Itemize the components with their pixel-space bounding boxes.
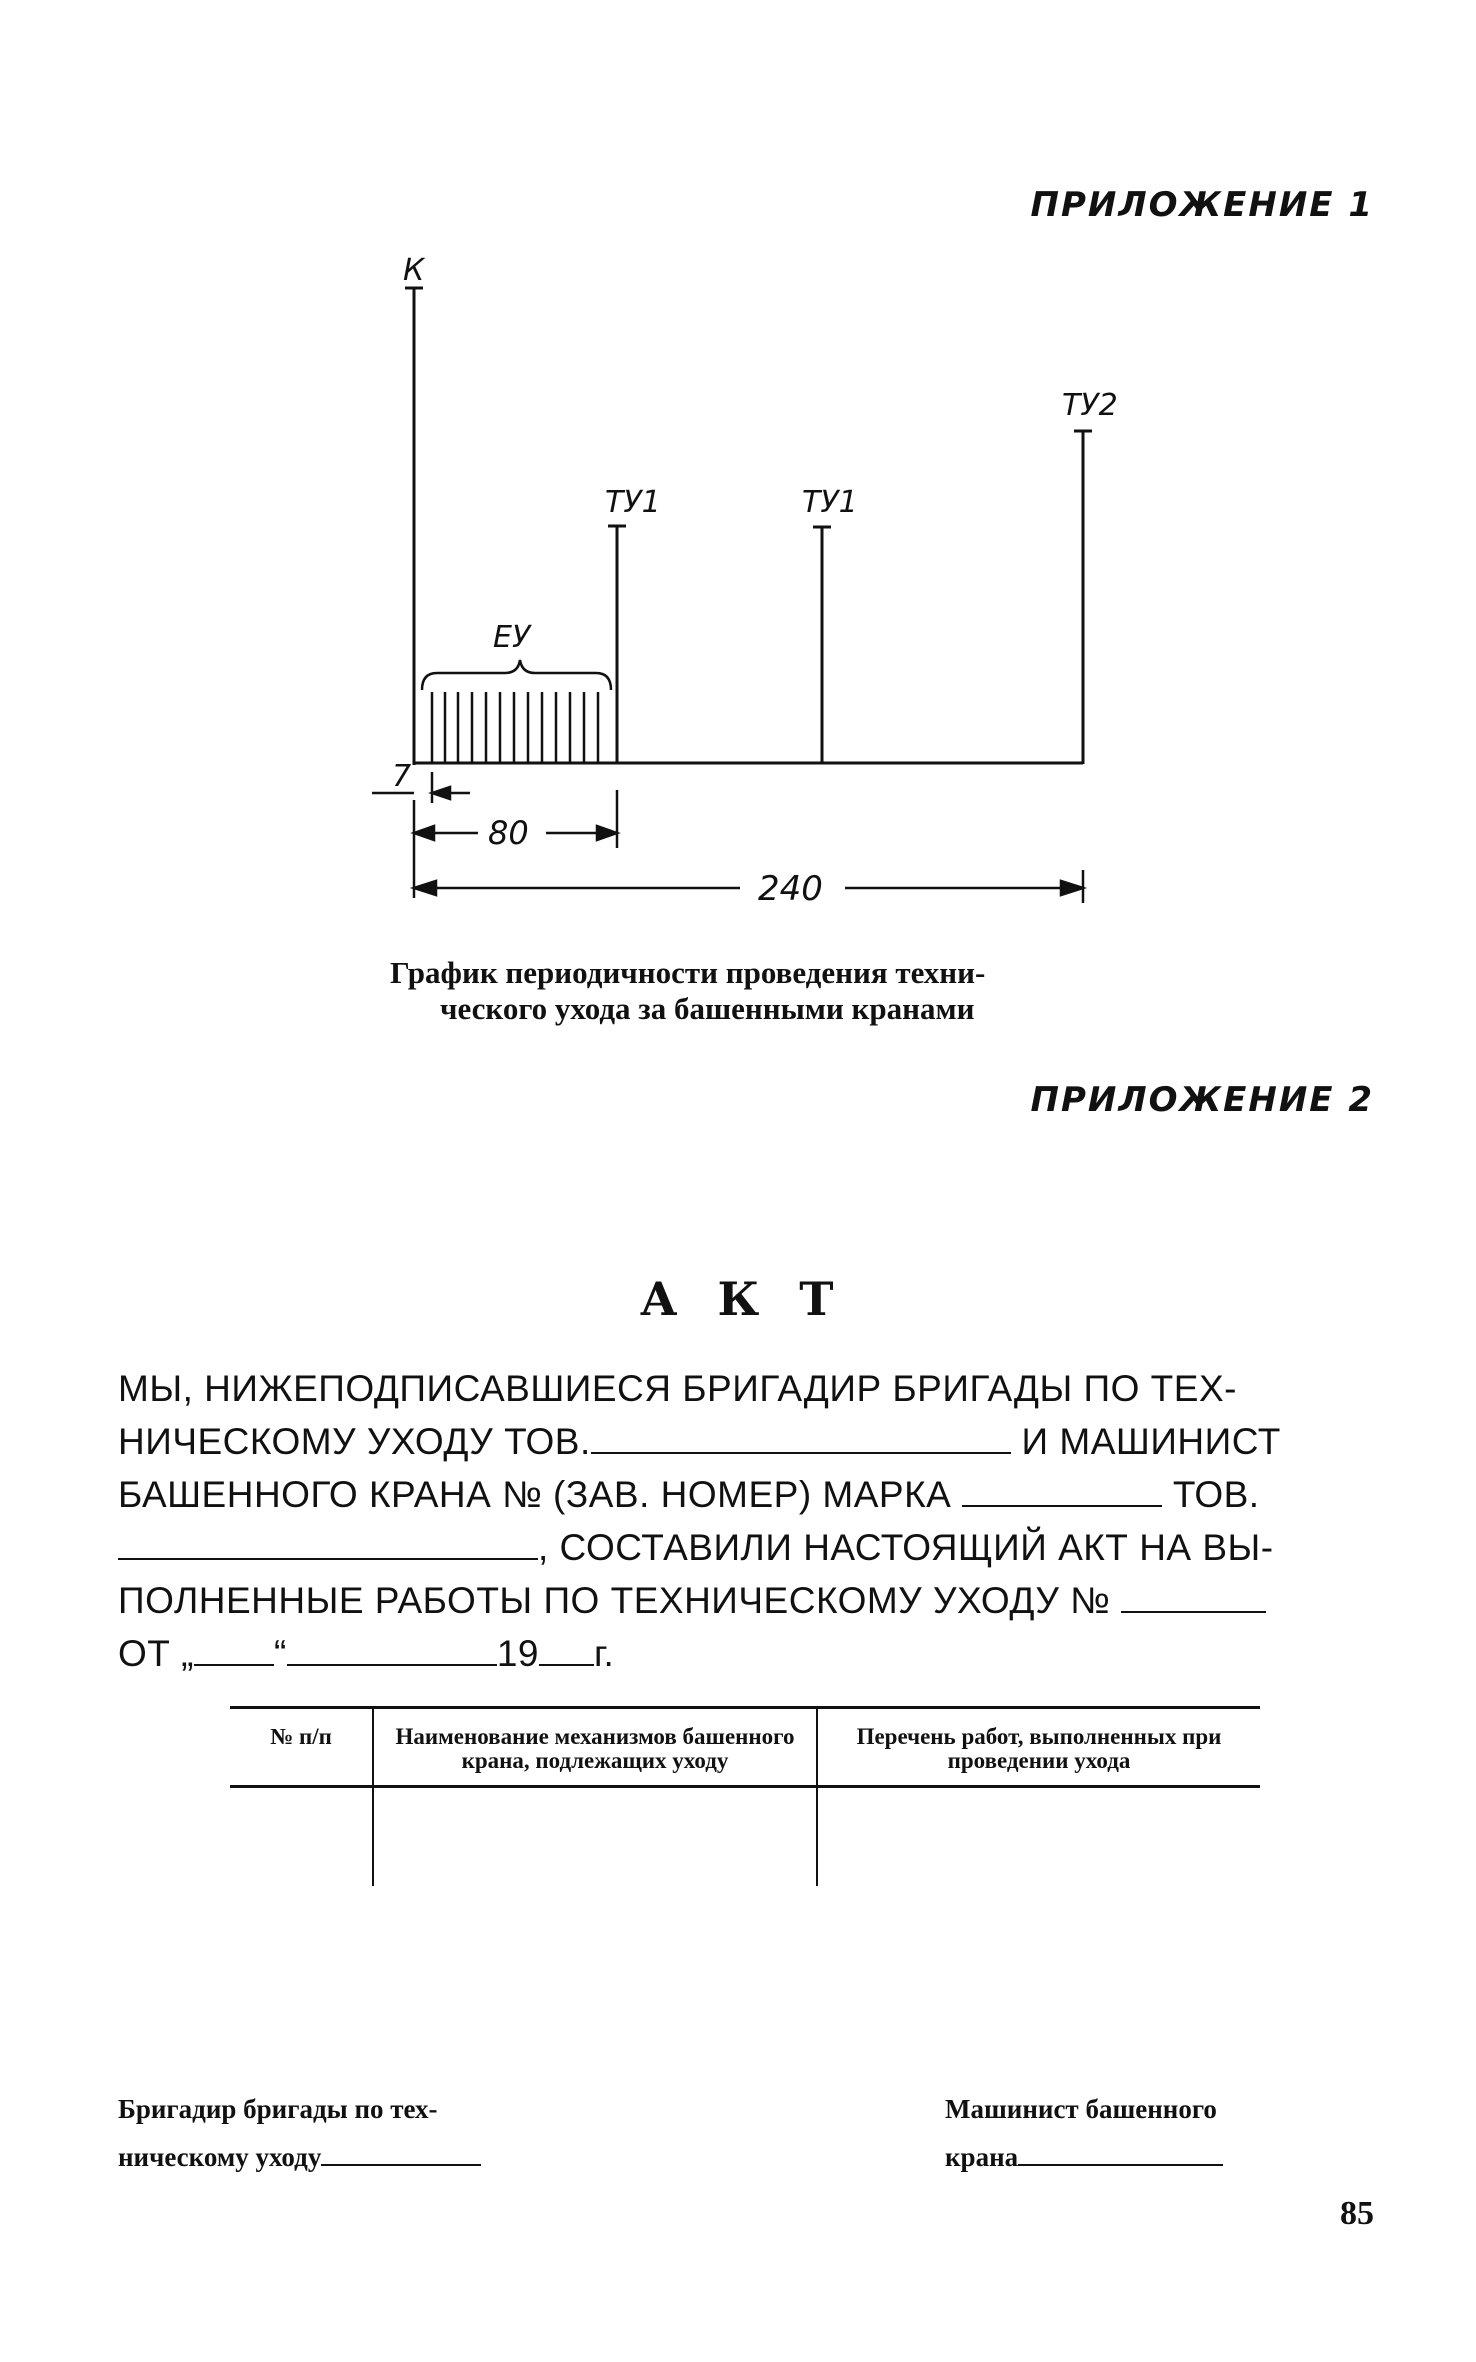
act-line-5-text: ПОЛНЕННЫЕ РАБОТЫ ПО ТЕХНИЧЕСКОМУ УХОДУ № <box>118 1580 1111 1621</box>
works-table <box>230 1706 1260 1886</box>
cell-mechanism[interactable] <box>373 1787 817 1887</box>
dim-80-arrow-left <box>414 826 434 840</box>
header-mechanisms: Наименование механизмов башенного крана, подлежащих уходу <box>373 1708 817 1787</box>
blank-maintenance-number[interactable] <box>1121 1581 1266 1613</box>
act-line-4 <box>118 1521 1380 1574</box>
blank-year[interactable] <box>539 1634 594 1666</box>
chart-eu-brace <box>422 660 611 690</box>
signature-operator <box>945 2085 1223 2181</box>
appendix-2-heading: ПРИЛОЖЕНИЕ 2 <box>1030 1080 1374 1120</box>
appendix-1-heading: ПРИЛОЖЕНИЕ 1 <box>1030 185 1374 225</box>
signature-line-brigadier[interactable] <box>321 2142 481 2166</box>
act-line-3 <box>118 1468 1380 1521</box>
label-dim-240: 240 <box>758 869 823 909</box>
act-line-5 <box>118 1574 1380 1627</box>
dim-240-arrow-left <box>414 881 436 895</box>
blank-crane-brand[interactable] <box>962 1475 1162 1507</box>
sign-left-line-2 <box>118 2133 481 2181</box>
blank-operator-name[interactable] <box>118 1528 538 1560</box>
label-eu: ЕУ <box>493 620 531 655</box>
act-line-2-start: НИЧЕСКОМУ УХОДУ ТОВ. <box>118 1421 591 1462</box>
cell-number[interactable] <box>230 1787 373 1887</box>
caption-line-2: ческого ухода за башенными кранами <box>440 991 975 1026</box>
act-date-quote: “ <box>273 1633 287 1674</box>
act-line-3-start: БАШЕННОГО КРАНА № (ЗАВ. НОМЕР) МАРКА <box>118 1474 952 1515</box>
act-body <box>118 1362 1380 1680</box>
table-row <box>230 1787 1260 1887</box>
act-date-suffix: г. <box>593 1633 615 1674</box>
dim-80-arrow-right <box>597 826 617 840</box>
page-number: 85 <box>1340 2195 1374 2232</box>
table-header-row <box>230 1708 1260 1787</box>
label-tu2: ТУ2 <box>1062 388 1118 423</box>
label-dim-7: 7 <box>392 759 412 794</box>
sign-right-label: крана <box>945 2142 1019 2172</box>
blank-month[interactable] <box>287 1634 497 1666</box>
act-line-6 <box>118 1627 1380 1680</box>
blank-brigadier-name[interactable] <box>591 1422 1011 1454</box>
label-tu1-a: ТУ1 <box>605 485 661 520</box>
header-works: Перечень работ, выполненных при проведении ухода <box>817 1708 1260 1787</box>
label-k: К <box>403 253 425 288</box>
act-line-2 <box>118 1415 1380 1468</box>
signature-line-operator[interactable] <box>1018 2142 1223 2166</box>
sign-right-line-2 <box>945 2133 1223 2181</box>
label-tu1-b: ТУ1 <box>802 485 858 520</box>
header-number: № п/п <box>230 1708 373 1787</box>
act-title: АКТ <box>640 1272 874 1326</box>
cell-works[interactable] <box>817 1787 1260 1887</box>
dim-7-arrow <box>432 787 450 799</box>
label-dim-80: 80 <box>488 814 529 852</box>
act-line-2-end: И МАШИНИСТ <box>1021 1421 1281 1462</box>
dim-240-arrow-right <box>1061 881 1083 895</box>
blank-day[interactable] <box>194 1634 274 1666</box>
act-date-century: 19 <box>496 1633 539 1674</box>
maintenance-periodicity-chart <box>0 0 1476 940</box>
act-date-prefix: ОТ „ <box>118 1633 194 1674</box>
act-line-1: МЫ, НИЖЕПОДПИСАВШИЕСЯ БРИГАДИР БРИГАДЫ ПО ТЕХ- <box>118 1368 1237 1409</box>
signature-brigadier <box>118 2085 481 2181</box>
caption-line-1: График периодичности проведения техни- <box>390 955 986 990</box>
sign-left-line-1: Бригадир бригады по тех- <box>118 2094 438 2124</box>
sign-left-label: ническому уходу <box>118 2142 322 2172</box>
sign-right-line-1: Машинист башенного <box>945 2094 1217 2124</box>
act-line-4-text: , СОСТАВИЛИ НАСТОЯЩИЙ АКТ НА ВЫ- <box>538 1527 1274 1568</box>
chart-eu-daily-bars <box>432 692 598 763</box>
chart-caption <box>390 955 1190 1027</box>
act-line-3-end: ТОВ. <box>1172 1474 1260 1515</box>
